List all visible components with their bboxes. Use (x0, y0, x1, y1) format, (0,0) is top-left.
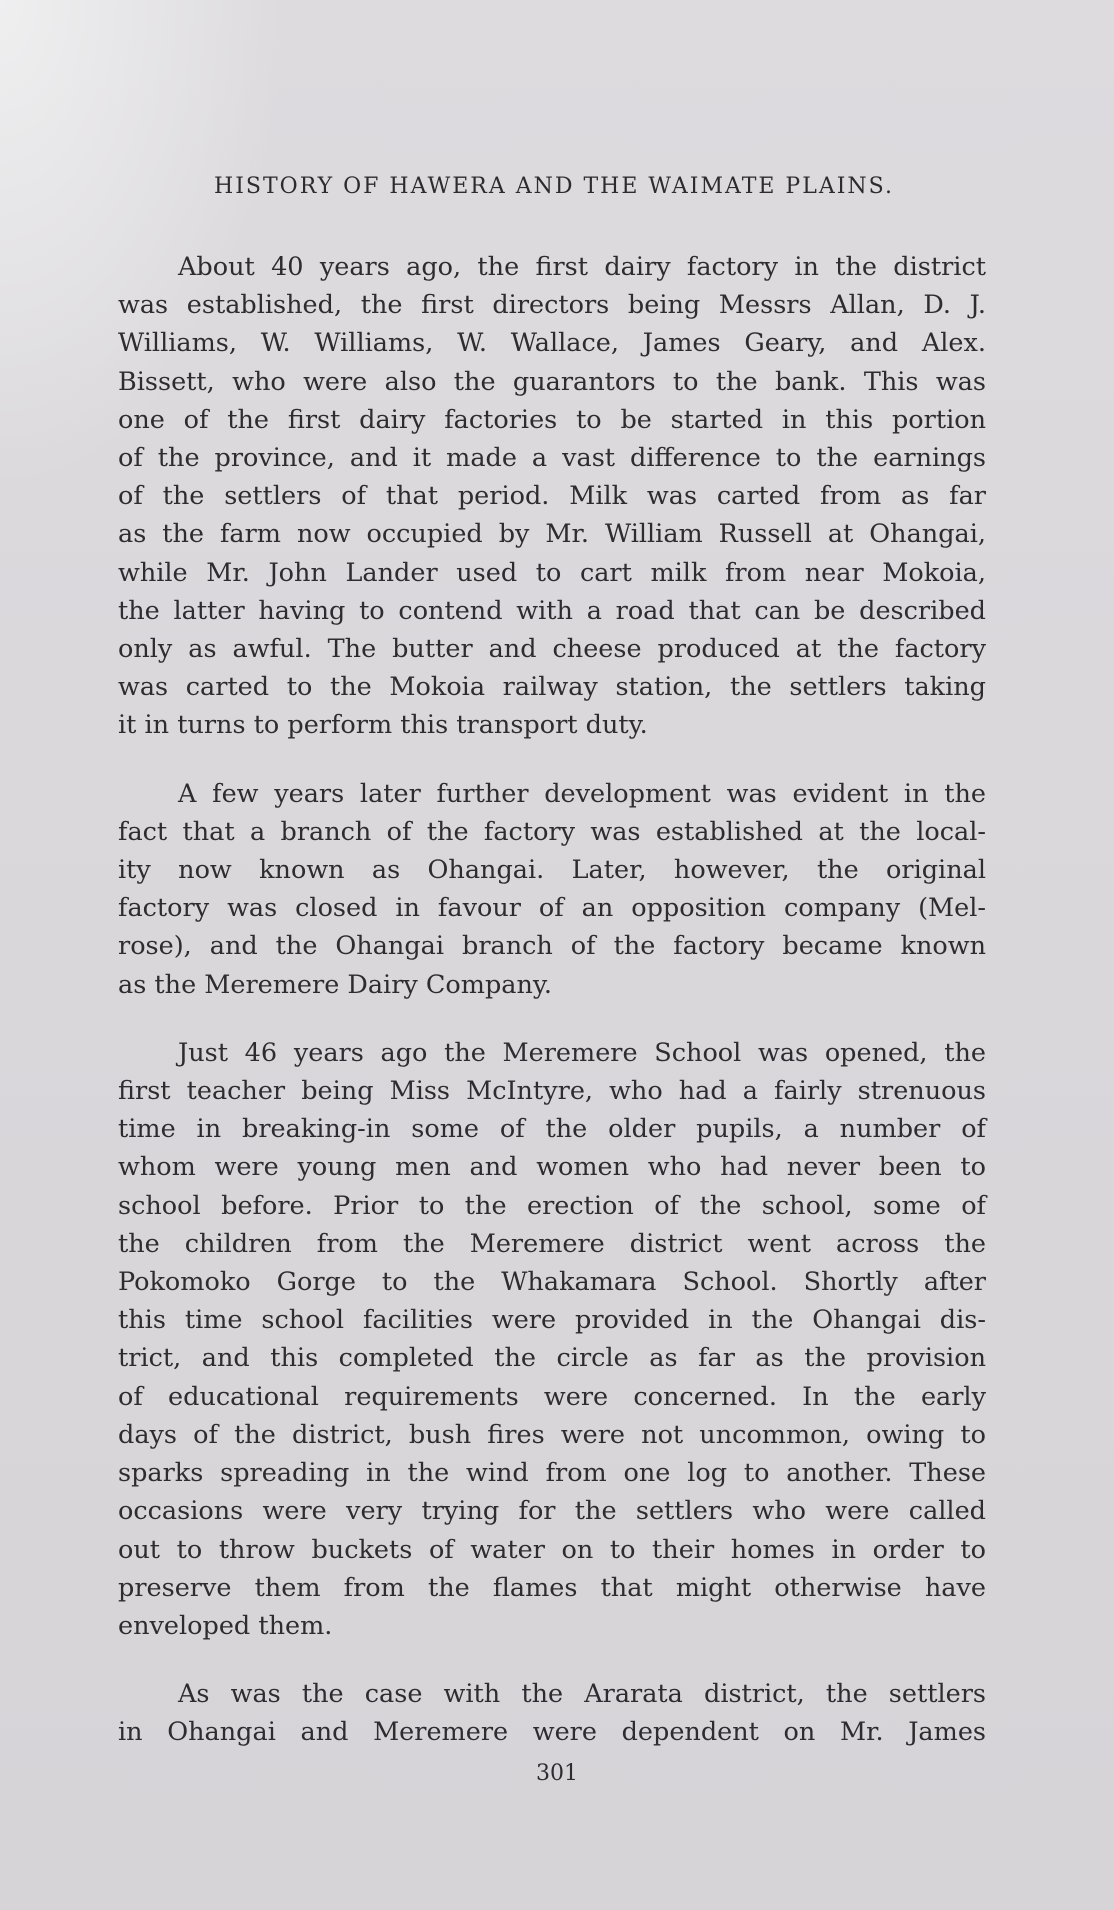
text-line: only as awful. The butter and cheese produced at the factory (118, 634, 986, 665)
text-line: while Mr. John Lander used to cart milk from near Mokoia, (118, 557, 986, 588)
text-line: of educational requirements were concerned. In the early (118, 1381, 986, 1412)
paragraph-dairy-factory (118, 248, 986, 745)
text-line: as the farm now occupied by Mr. William Russell at Ohangai, (118, 519, 986, 550)
text-line: of the province, and it made a vast difference to the earnings (118, 443, 986, 474)
text-line: this time school facilities were provided in the Ohangai dis- (118, 1305, 986, 1336)
body-text (118, 248, 986, 1782)
text-line: as the Meremere Dairy Company. (118, 969, 553, 1000)
text-line: Bissett, who were also the guarantors to the bank. This was (118, 366, 986, 397)
text-line: of the settlers of that period. Milk was carted from as far (118, 481, 986, 512)
text-line: days of the district, bush fires were not uncommon, owing to (118, 1419, 986, 1450)
paragraph-ohangai-branch (118, 775, 986, 1004)
text-line: ity now known as Ohangai. Later, however, the original (118, 855, 986, 886)
text-line: sparks spreading in the wind from one log to another. These (118, 1458, 986, 1489)
text-line: Pokomoko Gorge to the Whakamara School. Shortly after (118, 1267, 986, 1298)
text-line: was carted to the Mokoia railway station, the settlers taking (118, 672, 986, 703)
text-line: Just 46 years ago the Meremere School was opened, the (178, 1037, 986, 1068)
text-line: one of the first dairy factories to be started in this portion (118, 404, 986, 435)
text-line: school before. Prior to the erection of the school, some of (118, 1190, 986, 1221)
text-line: in Ohangai and Meremere were dependent on Mr. James (118, 1717, 986, 1748)
running-title: HISTORY OF HAWERA AND THE WAIMATE PLAINS. (214, 174, 894, 199)
text-line: occasions were very trying for the settlers who were called (118, 1496, 986, 1527)
text-line: first teacher being Miss McIntyre, who had a fairly strenuous (118, 1076, 986, 1107)
paragraph-meremere-school (118, 1034, 986, 1645)
paragraph-ararata (118, 1675, 986, 1751)
text-line: the children from the Meremere district went across the (118, 1228, 986, 1259)
text-line: it in turns to perform this transport duty. (118, 710, 648, 741)
text-line: fact that a branch of the factory was established at the local- (118, 816, 986, 847)
text-line: A few years later further development was evident in the (178, 778, 986, 809)
text-line: As was the case with the Ararata district, the settlers (178, 1679, 986, 1710)
text-line: Williams, W. Williams, W. Wallace, James Geary, and Alex. (118, 328, 986, 359)
text-line: the latter having to contend with a road that can be described (118, 595, 986, 626)
page-number: 301 (536, 1761, 578, 1786)
text-line: About 40 years ago, the first dairy factory in the district (178, 252, 986, 282)
text-line: factory was closed in favour of an opposition company (Mel- (118, 893, 986, 924)
text-line: time in breaking-in some of the older pupils, a number of (118, 1114, 986, 1145)
text-line: was established, the first directors being Messrs Allan, D. J. (118, 290, 986, 321)
text-line: enveloped them. (118, 1610, 333, 1641)
text-line: trict, and this completed the circle as far as the provision (118, 1343, 986, 1374)
text-line: whom were young men and women who had never been to (118, 1152, 986, 1183)
text-line: preserve them from the flames that might otherwise have (118, 1572, 986, 1603)
text-line: rose), and the Ohangai branch of the factory became known (118, 931, 986, 962)
text-line: out to throw buckets of water on to their homes in order to (118, 1534, 986, 1565)
